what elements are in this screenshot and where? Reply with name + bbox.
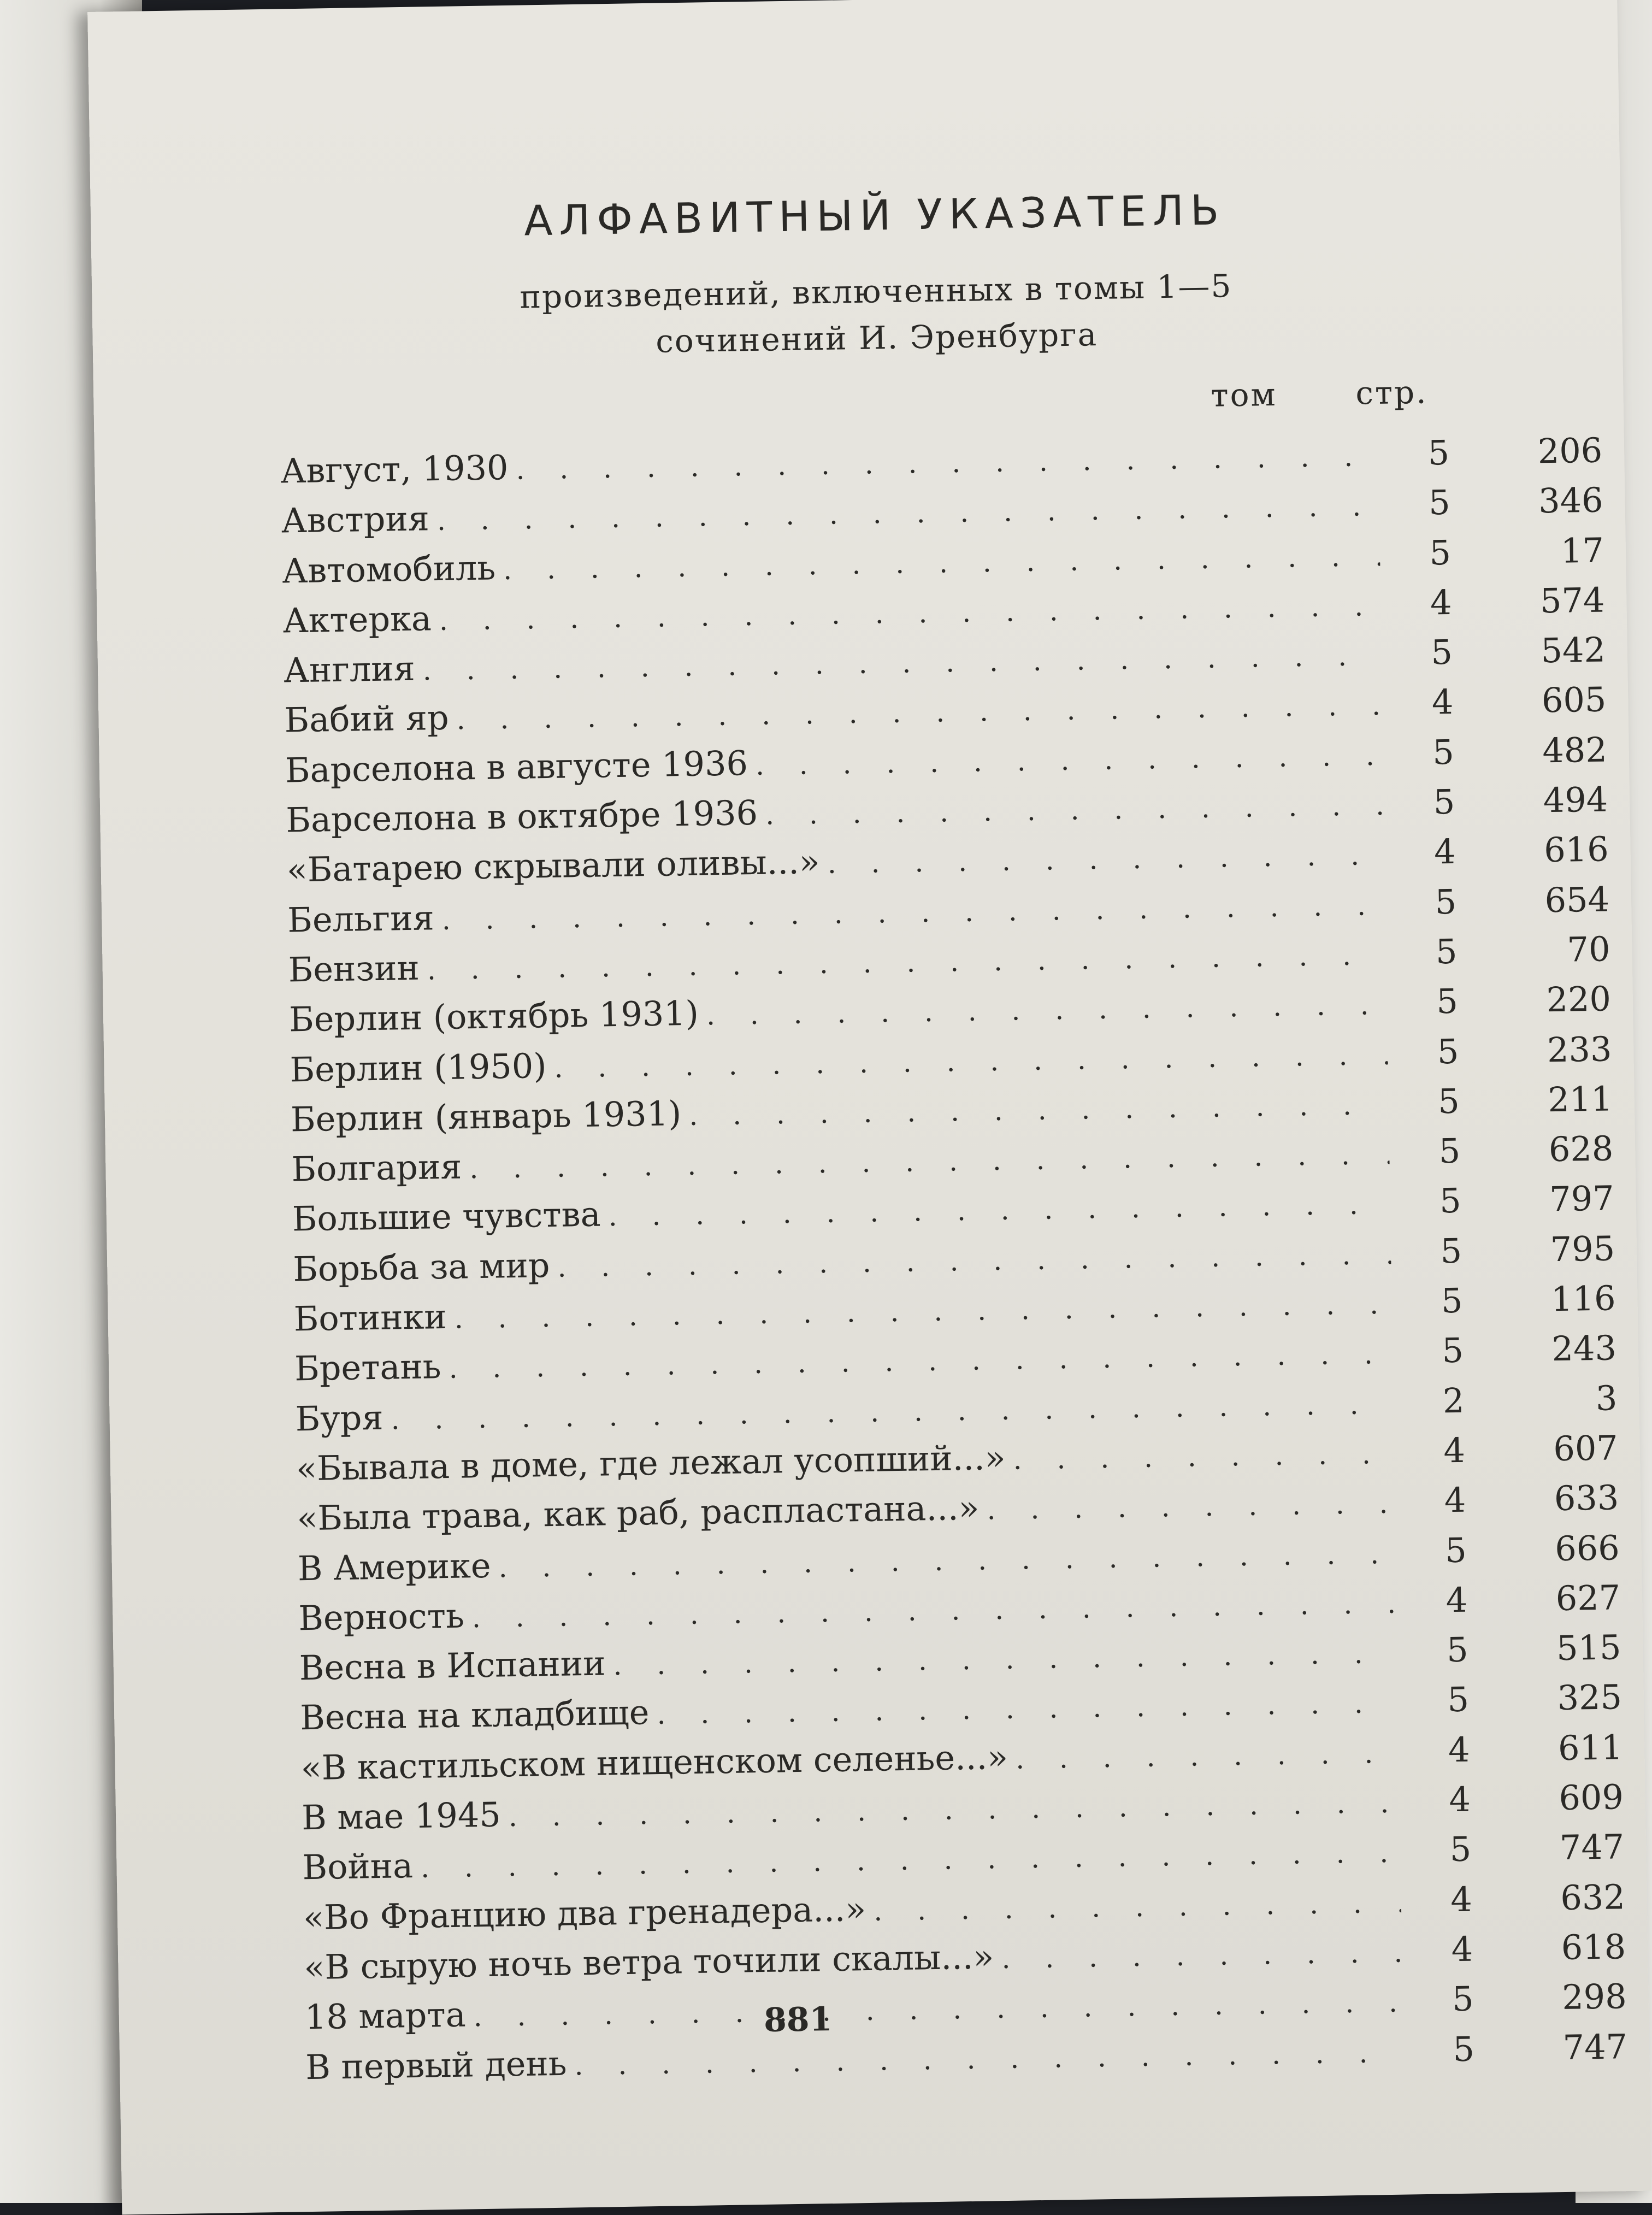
entry-title: Актерка <box>282 598 432 641</box>
entry-volume: 5 <box>1430 632 1453 673</box>
entry-title: Бабий яр <box>284 698 450 740</box>
entry-title: «Бывала в доме, где лежал усопший...» <box>296 1437 1006 1489</box>
entry-volume: 5 <box>1440 1230 1462 1271</box>
entry-title: В Америке <box>297 1545 492 1588</box>
entry-page: 632 <box>1560 1876 1626 1918</box>
page-number: 881 <box>763 2000 833 2040</box>
entry-page: 611 <box>1557 1727 1623 1768</box>
entry-volume: 4 <box>1448 1729 1471 1770</box>
entry-volume: 4 <box>1444 1480 1466 1521</box>
entry-volume: 5 <box>1435 931 1458 972</box>
entry-page: 616 <box>1543 829 1609 870</box>
entry-title: Большие чувства <box>292 1194 601 1239</box>
entry-page: 482 <box>1542 729 1608 771</box>
entry-volume: 5 <box>1452 1978 1474 2019</box>
entry-page: 243 <box>1551 1328 1617 1369</box>
entry-page: 633 <box>1554 1477 1619 1519</box>
dot-leader <box>1013 1429 1395 1485</box>
dot-leader <box>1001 1928 1402 1984</box>
entry-title: Бретань <box>294 1346 442 1389</box>
entry-page: 325 <box>1557 1677 1622 1718</box>
entry-volume: 5 <box>1441 1280 1464 1321</box>
entry-title: «В сырую ночь ветра точили скалы...» <box>303 1936 994 1988</box>
entry-title: «Батарею скрывали оливы...» <box>286 841 821 890</box>
entry-page: 628 <box>1548 1128 1614 1170</box>
entry-page: 574 <box>1539 580 1605 621</box>
entry-volume: 5 <box>1447 1680 1470 1720</box>
index-title: АЛФАВИТНЫЙ УКАЗАТЕЛЬ <box>523 185 1226 245</box>
entry-title: Буря <box>295 1397 384 1439</box>
entry-volume: 5 <box>1429 532 1452 573</box>
entry-volume: 5 <box>1432 732 1455 773</box>
entry-page: 70 <box>1566 929 1611 970</box>
entry-page: 494 <box>1543 779 1608 821</box>
index-subtitle-line-2: сочинений И. Эренбурга <box>655 316 1098 360</box>
entry-page: 220 <box>1545 979 1612 1020</box>
entry-volume: 5 <box>1436 981 1459 1022</box>
entry-page: 605 <box>1541 679 1607 721</box>
entry-volume: 4 <box>1443 1430 1466 1471</box>
entry-volume: 5 <box>1449 1829 1472 1870</box>
entry-page: 654 <box>1544 879 1610 920</box>
entry-title: Весна на кладбище <box>299 1692 650 1738</box>
entry-volume: 5 <box>1444 1530 1467 1570</box>
entry-volume: 2 <box>1442 1380 1465 1421</box>
entry-page: 515 <box>1556 1627 1622 1669</box>
entry-page: 618 <box>1561 1927 1626 1967</box>
entry-title: В мае 1945 <box>301 1794 502 1838</box>
entry-title: Англия <box>283 648 416 691</box>
dot-leader <box>874 1878 1402 1936</box>
entry-title: Верность <box>298 1595 465 1639</box>
entry-volume: 4 <box>1430 582 1453 623</box>
entry-page: 17 <box>1560 530 1604 571</box>
entry-volume: 5 <box>1441 1330 1464 1371</box>
entry-volume: 5 <box>1453 2029 1475 2069</box>
entry-volume: 5 <box>1437 1031 1459 1071</box>
entry-title: Война <box>302 1846 414 1888</box>
entry-title: Австрия <box>281 498 430 541</box>
entry-page: 747 <box>1562 2026 1628 2067</box>
entry-volume: 5 <box>1438 1130 1461 1171</box>
entry-page: 542 <box>1540 629 1606 671</box>
entry-page: 116 <box>1550 1278 1616 1319</box>
entry-page: 3 <box>1595 1377 1618 1418</box>
entry-title: Бельгия <box>287 897 435 940</box>
entry-title: 18 марта <box>304 1994 467 2037</box>
dot-leader <box>765 781 1384 840</box>
entry-page: 627 <box>1555 1577 1621 1618</box>
entry-volume: 4 <box>1431 682 1454 722</box>
entry-page: 609 <box>1558 1777 1624 1818</box>
entry-page: 795 <box>1550 1228 1615 1269</box>
entry-title: «В кастильском нищенском селенье...» <box>300 1736 1008 1788</box>
dot-leader <box>755 731 1383 791</box>
entry-title: Весна в Испании <box>299 1643 606 1688</box>
entry-title: «Была трава, как раб, распластана...» <box>296 1487 980 1539</box>
entry-volume: 4 <box>1433 832 1456 872</box>
entry-volume: 5 <box>1435 881 1457 922</box>
entry-title: Берлин (октябрь 1931) <box>288 993 699 1040</box>
dot-leader <box>827 830 1385 889</box>
volume-column-header: том <box>1210 375 1278 414</box>
entry-volume: 5 <box>1428 482 1451 523</box>
entry-page: 666 <box>1554 1527 1620 1569</box>
entry-title: Ботинки <box>293 1297 447 1339</box>
page-column-header: стр. <box>1355 373 1429 412</box>
dot-leader <box>987 1479 1395 1535</box>
entry-title: Бензин <box>288 947 420 990</box>
entry-volume: 4 <box>1450 1879 1473 1919</box>
entry-title: Автомобиль <box>281 547 496 591</box>
entry-volume: 5 <box>1433 781 1455 822</box>
entry-page: 233 <box>1547 1028 1612 1070</box>
entry-page: 206 <box>1537 430 1603 472</box>
entry-title: «Во Францию два гренадера...» <box>303 1888 866 1937</box>
entry-page: 346 <box>1538 480 1604 521</box>
entry-title: Берлин (январь 1931) <box>290 1093 682 1140</box>
entry-title: Август, 1930 <box>280 447 509 491</box>
entry-title: Барселона в октябре 1936 <box>285 792 758 840</box>
index-entries <box>280 426 1628 2092</box>
index-subtitle-line-1: произведений, включенных в томы 1—5 <box>519 267 1232 316</box>
entry-volume: 5 <box>1446 1629 1469 1670</box>
entry-title: Барселона в августе 1936 <box>285 743 748 791</box>
entry-volume: 4 <box>1446 1580 1468 1621</box>
entry-title: Борьба за мир <box>292 1245 550 1289</box>
entry-title: Берлин (1950) <box>290 1045 547 1089</box>
entry-volume: 4 <box>1448 1779 1471 1820</box>
entry-volume: 5 <box>1427 432 1450 473</box>
entry-title: В первый день <box>305 2043 568 2087</box>
entry-page: 747 <box>1559 1827 1625 1868</box>
book-page <box>87 0 1651 2214</box>
entry-volume: 4 <box>1451 1929 1473 1970</box>
entry-volume: 5 <box>1439 1181 1462 1221</box>
entry-title: Болгария <box>291 1146 462 1189</box>
entry-page: 298 <box>1561 1976 1627 2018</box>
entry-page: 211 <box>1547 1079 1613 1120</box>
dot-leader <box>1015 1728 1399 1784</box>
entry-page: 797 <box>1549 1178 1615 1220</box>
entry-volume: 5 <box>1437 1081 1460 1122</box>
entry-page: 607 <box>1553 1428 1619 1469</box>
